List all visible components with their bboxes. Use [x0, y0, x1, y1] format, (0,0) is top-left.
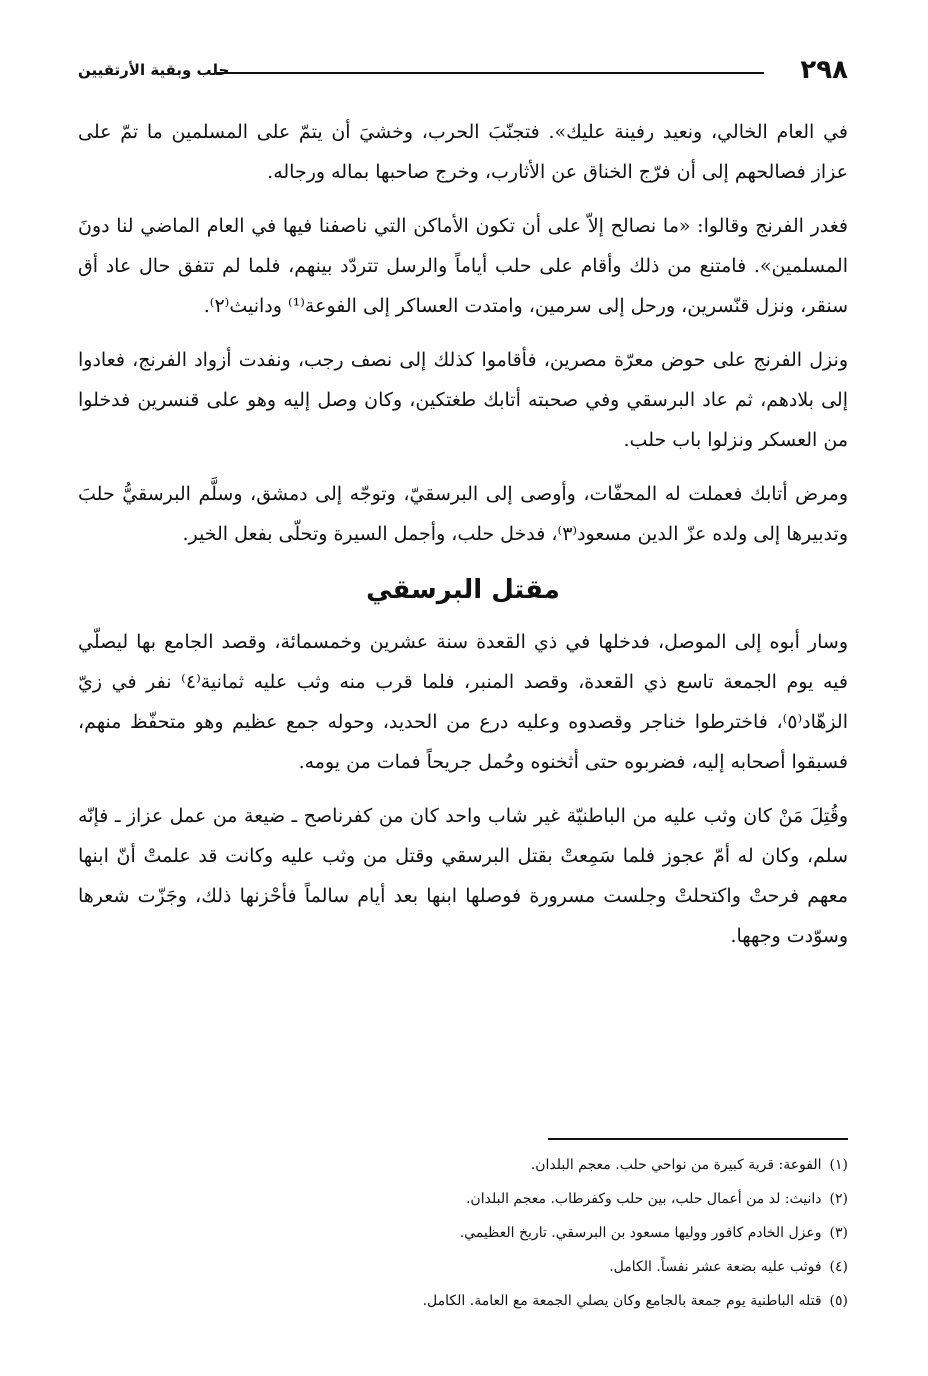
- page-number: ٢٩٨: [800, 55, 848, 85]
- footnote: [78, 1182, 848, 1216]
- footnote-number: (٥): [829, 1293, 848, 1309]
- paragraph: وقُتِلَ مَنْ كان وثب عليه من الباطنيّة غير شاب واحد كان من كفرناصح ـ ضيعة من عمل عزاز ـ فإنّه سلم، وكان له أمّ عجوز فلما سَمِعتْ بقتل البرسقي وقتل من وثب عليه وكانت قد علمتْ أنّ ابنها معهم فرحتْ واكتحلتْ وجلست مسرورة فوصلها ابنها بعد أيام سالماً فأحْزنها ذلك، وجَزّت شعرها وسوّدت وجهها.: [78, 805, 848, 947]
- footnote-number: (١): [829, 1157, 848, 1173]
- footnote-number: (٢): [829, 1191, 848, 1207]
- footnote-text: قتله الباطنية يوم جمعة بالجامع وكان يصلي الجمعة مع العامة. الكامل.: [422, 1293, 822, 1309]
- footnotes: [78, 1138, 848, 1318]
- footnote-text: فوثب عليه بضعة عشر نفساً. الكامل.: [609, 1259, 822, 1275]
- paragraph: ومرض أتابك فعملت له المحفّات، وأوصى إلى البرسقيّ، وتوجّه إلى دمشق، وسلَّم البرسقيُّ حلبَ وتدبيرها إلى ولده عزّ الدين مسعود⁽٣⁾، فدخل حلب، وأجمل السيرة وتحلّى بفعل الخير.: [78, 483, 848, 545]
- footnote: [78, 1148, 848, 1182]
- main-text: [78, 112, 848, 970]
- footnote-rule: [548, 1138, 848, 1140]
- footnote-text: وعزل الخادم كافور ووليها مسعود بن البرسقي. تاريخ العظيمي.: [459, 1225, 822, 1241]
- paragraph: في العام الخالي، ونعيد رفينة عليك». فتجنّبَ الحرب، وخشيَ أن يتمّ على المسلمين ما تمّ على عزاز فصالحهم إلى أن فرّج الخناق عن الأثارب، وخرج صاحبها بماله ورجاله.: [78, 121, 848, 183]
- section-heading: مقتل البرسقي: [366, 575, 560, 605]
- footnote-number: (٣): [829, 1225, 848, 1241]
- paragraph: فغدر الفرنج وقالوا: «ما نصالح إلاّ على أن تكون الأماكن التي ناصفنا فيها في العام الماضي لنا دونَ المسلمين». فامتنع من ذلك وأقام على حلب أياماً والرسل تتردّد بينهم، فلما لم تتفق حال عاد أق سنقر، ونزل قنّسرين، ورحل إلى سرمين، وامتدت العساكر إلى الفوعة⁽¹⁾ ودانيث⁽٢⁾.: [78, 215, 848, 317]
- footnote-text: الفوعة: قرية كبيرة من نواحي حلب. معجم البلدان.: [530, 1157, 822, 1173]
- running-title: حلب وبقية الأرتقيين: [78, 61, 230, 79]
- page-header: [78, 52, 848, 92]
- footnote: [78, 1216, 848, 1250]
- footnote: [78, 1250, 848, 1284]
- paragraph: وسار أبوه إلى الموصل، فدخلها في ذي القعدة سنة عشرين وخمسمائة، وقصد الجامع بها ليصلّي فيه يوم الجمعة تاسع ذي القعدة، وقصد المنبر، فلما قرب منه وثب عليه ثمانية⁽٤⁾ نفر في زيّ الزهّاد⁽٥⁾، فاخترطوا خناجر وقصدوه وعليه درع من الحديد، وحوله جمع عظيم وهو متحفّظ منهم، فسبقوا أصحابه إليه، فضربوه حتى أثخنوه وحُمل جريحاً فمات من يومه.: [78, 631, 848, 773]
- header-rule: [216, 72, 764, 74]
- footnote-number: (٤): [829, 1259, 848, 1275]
- footnote-text: دانيث: لد من أعمال حلب، بين حلب وكفرطاب. معجم البلدان.: [465, 1191, 822, 1207]
- paragraph: ونزل الفرنج على حوض معرّة مصرين، فأقاموا كذلك إلى نصف رجب، ونفدت أزواد الفرنج، فعادوا إلى بلادهم، ثم عاد البرسقي وفي صحبته أتابك طغتكين، وكان وصل إليه وهو على قنسرين فدخلوا من العسكر ونزلوا باب حلب.: [78, 349, 848, 451]
- footnote: [78, 1284, 848, 1318]
